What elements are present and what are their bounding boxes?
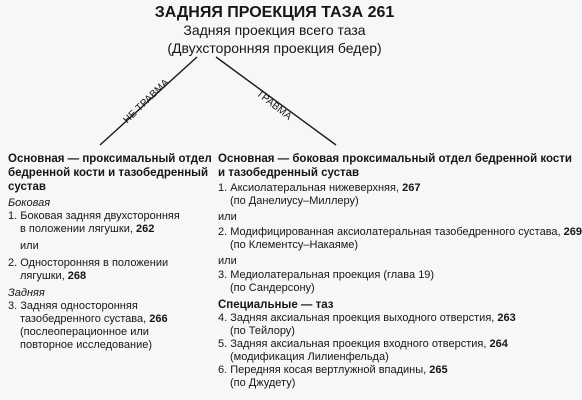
right-or-2: или <box>218 255 237 267</box>
right-item6: 6. Передняя косая вертлужной впадины, 265 <box>218 364 448 376</box>
right-item4-sub: (по Тейлору) <box>230 325 295 337</box>
left-section-lateral: Боковая <box>8 197 51 209</box>
right-item2: 2. Модифицированная аксиолатеральная тазобедренного сустава, 269 <box>218 226 582 238</box>
right-heading-line1: Основная — боковая проксимальный отдел бедренной кости <box>218 153 572 165</box>
right-item2-page: 269 <box>563 226 582 238</box>
right-item2-sub: (по Клементсу–Накаяме) <box>230 239 359 251</box>
right-item4-page: 263 <box>497 312 516 324</box>
left-heading-line3: сустав <box>8 181 46 193</box>
right-item5-sub: (модификация Лилиенфельда) <box>230 351 389 363</box>
right-item1: 1. Аксиолатеральная нижеверхняя, 267 <box>218 182 421 194</box>
right-or-1: или <box>218 211 237 223</box>
left-item2-line2: лягушки, 268 <box>20 270 87 282</box>
left-item1-line1: 1. Боковая задняя двухсторонняя <box>8 210 180 222</box>
left-item3-page: 266 <box>149 313 168 325</box>
left-heading-line2: бедренной кости и тазобедренный <box>8 167 209 179</box>
right-item5-page: 264 <box>489 338 508 350</box>
page-title: ЗАДНЯЯ ПРОЕКЦИЯ ТАЗА 261 <box>154 4 395 21</box>
left-item1-page: 262 <box>135 223 155 235</box>
left-item1-line2: в положении лягушки, 262 <box>20 223 155 235</box>
left-item2-page: 268 <box>67 270 87 282</box>
left-or-1: или <box>20 240 39 252</box>
right-item6-page: 265 <box>429 364 448 376</box>
left-heading-line1: Основная — проксимальный отдел <box>8 153 212 165</box>
subtitle-whole-pelvis: Задняя проекция всего таза <box>183 22 366 38</box>
branch-label-no-trauma: НЕ ТРАВМА <box>121 77 172 126</box>
right-item3: 3. Медиолатеральная проекция (глава 19) <box>218 269 435 281</box>
right-special-heading: Специальные — таз <box>218 299 334 311</box>
branch-label-trauma: ТРАВМА <box>254 88 294 123</box>
left-item3-line2: тазобедренного сустава, 266 <box>20 313 168 325</box>
left-section-posterior: Задняя <box>8 287 45 299</box>
right-item1-sub: (по Данелиусу–Миллеру) <box>230 195 359 207</box>
right-item5: 5. Задняя аксиальная проекция входного отверстия, 264 <box>218 338 508 350</box>
right-item4: 4. Задняя аксиальная проекция выходного отверстия, 263 <box>218 312 516 324</box>
right-item6-sub: (по Джудету) <box>230 377 296 389</box>
left-item3-line4: повторное исследование) <box>20 339 153 351</box>
right-item3-sub: (по Сандерсону) <box>230 282 315 294</box>
right-heading-line2: и тазобедренный сустав <box>218 167 360 179</box>
subtitle-bilateral-hips: (Двухсторонняя проекция бедер) <box>167 40 382 56</box>
right-item1-page: 267 <box>402 182 421 194</box>
left-item2-line1: 2. Односторонняя в положении <box>8 257 169 269</box>
left-item3-line3: (послеоперационное или <box>20 326 149 338</box>
left-item3-line1: 3. Задняя односторонняя <box>8 300 138 312</box>
